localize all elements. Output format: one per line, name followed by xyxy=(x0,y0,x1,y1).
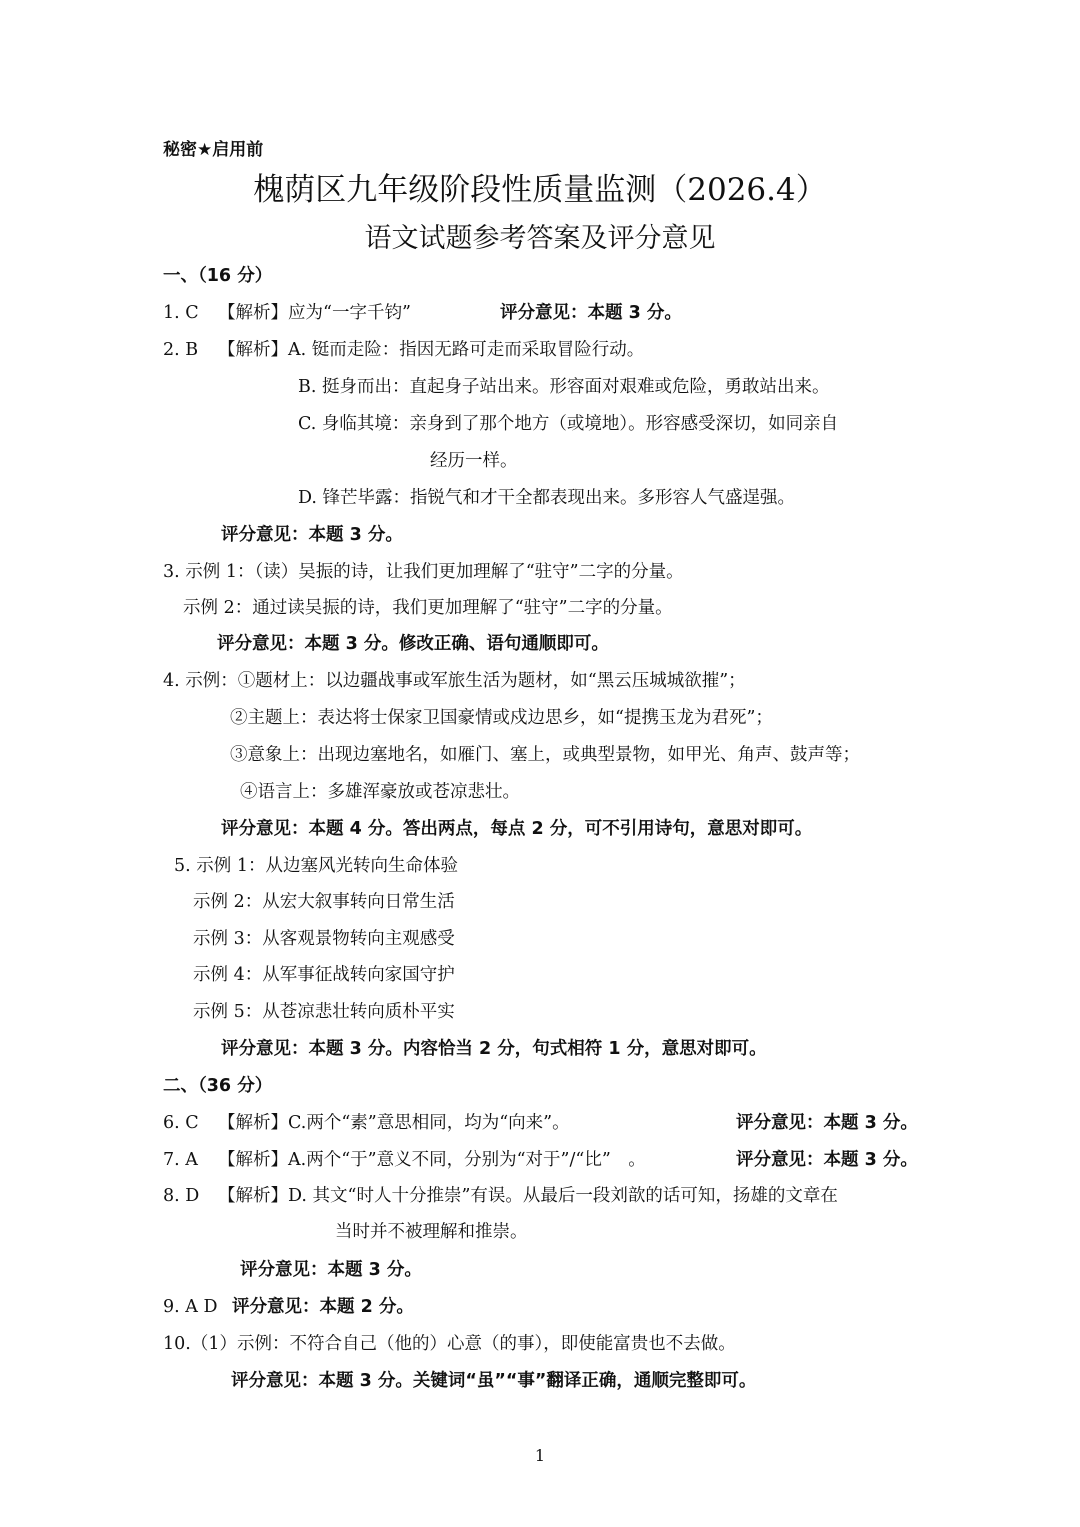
q7-score: 评分意见：本题 3 分。 xyxy=(736,1150,918,1170)
q2-answer: 2. B xyxy=(163,340,199,360)
q2-option-c: C. 身临其境：亲身到了那个地方（或境地）。形容感受深切，如同亲自 xyxy=(298,414,839,434)
q5-score: 评分意见：本题 3 分。内容恰当 2 分，句式相符 1 分，意思对即可。 xyxy=(221,1039,767,1059)
section-heading-1: 一、（16 分） xyxy=(163,266,273,286)
q1-analysis: 【解析】应为“一字千钧” xyxy=(218,303,411,323)
q2-option-b: B. 挺身而出：直起身子站出来。形容面对艰难或危险，勇敢站出来。 xyxy=(298,377,830,397)
q8-answer: 8. D xyxy=(163,1186,200,1206)
q5-example-2: 示例 2：从宏大叙事转向日常生活 xyxy=(193,892,455,912)
q2-score: 评分意见：本题 3 分。 xyxy=(221,525,403,545)
q1-score: 评分意见：本题 3 分。 xyxy=(500,303,682,323)
q3-score: 评分意见：本题 3 分。修改正确、语句通顺即可。 xyxy=(217,634,609,654)
q8-score: 评分意见：本题 3 分。 xyxy=(240,1260,422,1280)
q6-answer: 6. C xyxy=(163,1113,199,1133)
q10-answer: 10.（1）示例：不符合自己（他的）心意（的事），即使能富贵也不去做。 xyxy=(163,1334,736,1354)
section-heading-2: 二、（36 分） xyxy=(163,1076,273,1096)
q4-point-2: ②主题上：表达将士保家卫国豪情或戍边思乡，如“提携玉龙为君死”； xyxy=(230,708,773,728)
page-number: 1 xyxy=(534,1446,546,1465)
q8-analysis: 【解析】D. 其文“时人十分推崇”有误。从最后一段刘歆的话可知，扬雄的文章在 xyxy=(218,1186,838,1206)
q5-example-3: 示例 3：从客观景物转向主观感受 xyxy=(193,929,455,949)
q6-analysis: 【解析】C.两个“素”意思相同，均为“向来”。 xyxy=(218,1113,570,1133)
q10-score: 评分意见：本题 3 分。关键词“虽”“事”翻译正确，通顺完整即可。 xyxy=(231,1371,757,1391)
q5-example-5: 示例 5：从苍凉悲壮转向质朴平实 xyxy=(193,1002,455,1022)
q7-analysis: 【解析】A.两个“于”意义不同，分别为“对于”/“比” 。 xyxy=(218,1150,646,1170)
q4-point-1: 4. 示例：①题材上：以边疆战事或军旅生活为题材，如“黑云压城城欲摧”； xyxy=(163,671,746,691)
q3-example-1: 3. 示例 1：（读）吴振的诗，让我们更加理解了“驻守”二字的分量。 xyxy=(163,562,684,582)
q6-score: 评分意见：本题 3 分。 xyxy=(736,1113,918,1133)
q3-example-2: 示例 2：通过读吴振的诗，我们更加理解了“驻守”二字的分量。 xyxy=(183,598,673,618)
q9-score: 评分意见：本题 2 分。 xyxy=(232,1297,414,1317)
q4-point-3: ③意象上：出现边塞地名，如雁门、塞上，或典型景物，如甲光、角声、鼓声等； xyxy=(230,745,860,765)
q2-option-c-cont: 经历一样。 xyxy=(430,451,518,471)
q8-analysis-cont: 当时并不被理解和推崇。 xyxy=(335,1222,528,1242)
q7-answer: 7. A xyxy=(163,1150,198,1170)
q4-point-4: ④语言上：多雄浑豪放或苍凉悲壮。 xyxy=(240,782,520,802)
q1-answer: 1. C xyxy=(163,303,199,323)
confidential-mark: 秘密★启用前 xyxy=(163,140,264,160)
page-subtitle: 语文试题参考答案及评分意见 xyxy=(364,223,716,254)
q5-example-4: 示例 4：从军事征战转向家国守护 xyxy=(193,965,455,985)
q9-answer: 9. A D xyxy=(163,1297,218,1317)
q2-analysis-a: 【解析】A. 铤而走险：指因无路可走而采取冒险行动。 xyxy=(218,340,645,360)
page-title: 槐荫区九年级阶段性质量监测（2026.4） xyxy=(253,172,827,208)
q4-score: 评分意见：本题 4 分。答出两点，每点 2 分，可不引用诗句，意思对即可。 xyxy=(221,819,813,839)
q5-example-1: 5. 示例 1：从边塞风光转向生命体验 xyxy=(174,856,458,876)
q2-option-d: D. 锋芒毕露：指锐气和才干全都表现出来。多形容人气盛逞强。 xyxy=(298,488,796,508)
